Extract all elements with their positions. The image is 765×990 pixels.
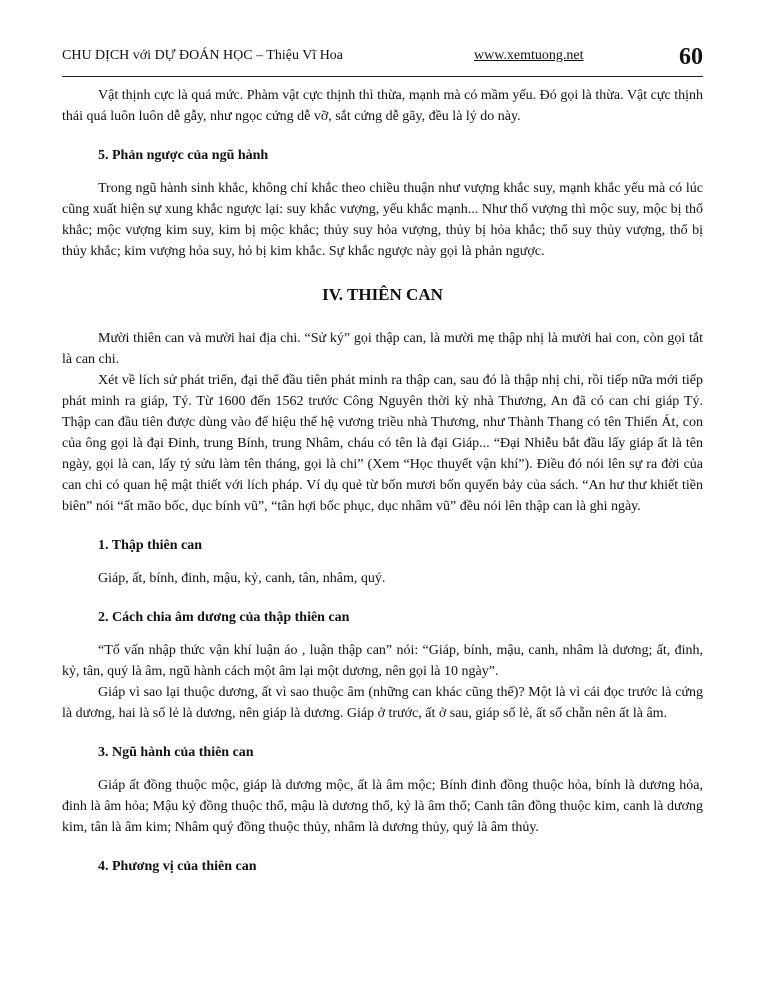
page-body <box>62 85 703 877</box>
heading-ngu-hanh: 3. Ngũ hành của thiên can <box>98 745 254 760</box>
paragraph-am-duong-2: Giáp vì sao lại thuộc dương, ất vì sao thuộc âm (những can khác cũng thế)? Một là vì cái đọc trước là cứng là dương, hai là số lẻ là dương, nên giáp là dương. Giáp ở trước, ất ở sau, giáp số lẻ, ất số chẵn nên ất là âm. <box>62 685 703 721</box>
paragraph-ngu-hanh: Giáp ất đồng thuộc mộc, giáp là dương mộc, ất là âm mộc; Bính đinh đồng thuộc hỏa, bính là dương hỏa, đinh là âm hỏa; Mậu kỷ đồng thuộc thổ, mậu là dương thổ, kỷ là âm thổ; Canh tân đồng thuộc kim, canh là dương kim, tân là âm kim; Nhâm quý đồng thuộc thủy, nhâm là dương thủy, quý là âm thủy. <box>62 778 703 835</box>
book-title: CHU DỊCH với DỰ ĐOÁN HỌC – Thiệu Vĩ Hoa <box>62 48 344 63</box>
paragraph-am-duong-1: “Tố vấn nhập thức vận khí luận áo , luận thập can” nói: “Giáp, bính, mậu, canh, nhâm là dương; ất, đinh, kỷ, tân, quý là âm, ngũ hành cách một âm lại một dương, nên gọi là 10 ngày”. <box>62 643 703 679</box>
paragraph-thap-thien-can: Giáp, ất, bính, đinh, mậu, kỷ, canh, tân, nhâm, quý. <box>98 571 386 586</box>
website-link[interactable]: www.xemtuong.net <box>474 48 584 63</box>
section-title: IV. THIÊN CAN <box>322 285 443 304</box>
heading-phuong-vi: 4. Phương vị của thiên can <box>98 859 257 874</box>
heading-thap-thien-can: 1. Thập thiên can <box>98 538 202 553</box>
paragraph-intro: Vật thịnh cực là quá mức. Phàm vật cực thịnh thì thừa, mạnh mà có mầm yếu. Đó gọi là thừa. Vật cực thịnh thái quá luôn luôn dễ gẫy, như ngọc cứng dễ vỡ, sắt cứng dễ gãy, đều là lý do này. <box>62 88 703 124</box>
paragraph-thien-can-2: Xét về lích sử phát triển, đại thể đầu tiên phát minh ra thập can, sau đó là thập nhị chi, rồi tiếp nữa mới tiếp phát minh ra giáp, Tý. Từ 1600 đến 1562 trước Công Nguyên thời kỳ nhà Thương, An đã có can chi giáp Tý. Thập can đầu tiên được dùng vào đế hiệu thế hệ vương triều nhà Thương, như Thành Thang có tên Thiến Át, con của ông gọi là đại Đinh, trung Bính, trung Nhâm, cháu có tên là đại Giáp... “Đại Nhiễu bắt đầu lấy giáp ất là tên ngày, gọi là can, lấy tý sửu làm tên tháng, gọi là chi” (Xem “Học thuyết vận khí”). Điều đó nói lên sự ra đời của can chi có quan hệ mật thiết với lích pháp. Ví dụ quẻ từ bốn mươi bốn quyển bảy của sách. “An hư thư khiết tiền biên” nói “ất mão bốc, dục bính vũ”, “tân hợi bốc phục, dục nhâm vũ” đều nói lên thập can là ghi ngày. <box>62 373 703 514</box>
heading-phan-nguoc: 5. Phản ngược của ngũ hành <box>98 148 269 163</box>
paragraph-phan-nguoc: Trong ngũ hành sinh khắc, không chỉ khắc theo chiều thuận như vượng khắc suy, mạnh khắc yếu mà có lúc cũng xuất hiện sự xung khắc ngược lại: suy khắc vượng, yếu khắc mạnh... Như thổ vượng thì mộc suy, mộc bị thổ khắc; mộc vượng kim suy, kim bị mộc khắc; thủy suy hỏa vượng, thủy bị hỏa khắc; thổ suy thủy vượng, thổ bị thủy khắc; kim vượng hỏa suy, hỏ bị kim khắc. Sự khắc ngược này gọi là phản ngược. <box>62 181 703 259</box>
page-number: 60 <box>679 44 703 70</box>
paragraph-thien-can-1: Mười thiên can và mười hai địa chi. “Sử ký” gọi thập can, là mười mẹ thập nhị là mười hai con, còn gọi tắt là can chi. <box>62 331 703 367</box>
heading-am-duong: 2. Cách chia âm dương của thập thiên can <box>98 610 350 625</box>
page-header <box>62 44 703 77</box>
